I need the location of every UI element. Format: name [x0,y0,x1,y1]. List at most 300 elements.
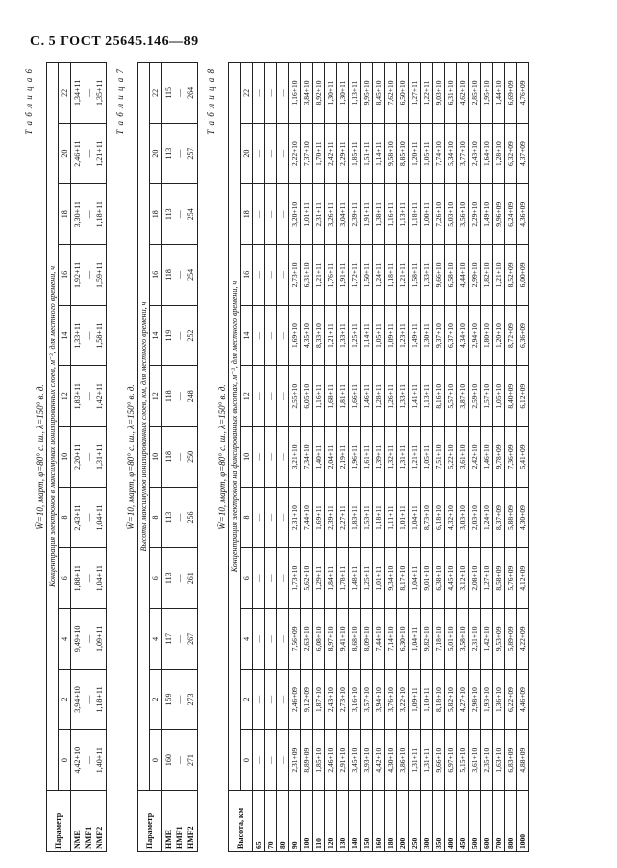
value-cell: — [253,730,265,791]
value: — [84,452,93,461]
value-cell: 1,24+10 [481,487,493,548]
value: 3,30+11 [73,201,82,228]
value-cell: 9,82+10 [421,609,433,670]
value-cell: 5,34+10 [445,123,457,184]
value-cell: 3,58+10 [457,609,469,670]
value-cell: — [265,487,277,548]
value-cell: 6,97+10 [445,730,457,791]
value-cell: 1,25+11 [361,548,373,609]
value-cell: — [277,63,289,124]
value-cell: 1,91+11 [337,245,349,306]
value-cell [71,63,107,124]
table8 [228,62,529,852]
value-cell: 2,08+10 [469,548,481,609]
value-cell: 4,88+09 [517,730,529,791]
value-cell [71,427,107,488]
value-cell: — [265,123,277,184]
value-cell: 2,46+09 [289,669,301,730]
value: — [84,270,93,279]
value-cell: 2,63+10 [301,609,313,670]
value-cell: 1,91+11 [361,184,373,245]
value-cell: 1,04+11 [409,487,421,548]
param-name: HMF1 [175,826,184,849]
table-row [361,63,373,852]
table8-label: Т а б л и ц а 8 [206,68,216,135]
value-cell: 1,41+11 [409,366,421,427]
hour-header: 20 [241,123,253,184]
table-row [385,63,397,852]
altitude-cell: 1000 [517,791,529,852]
value: 113 [164,511,173,524]
value-cell: 3,04+11 [337,184,349,245]
hour-header: 2 [59,669,71,730]
value-cell: 7,44+10 [301,487,313,548]
value-cell: 1,00+11 [421,184,433,245]
value-cell [162,245,198,306]
value-cell: 2,46+10 [325,730,337,791]
value-cell: 1,96+11 [349,427,361,488]
hour-header: 12 [241,366,253,427]
value-cell: 7,62+10 [385,63,397,124]
value-cell [71,548,107,609]
value-cell: 1,16+11 [313,366,325,427]
hour-header: 6 [59,548,71,609]
value-cell: 1,27+10 [481,548,493,609]
altitude-cell: 65 [253,791,265,852]
value-cell: 1,70+11 [313,123,325,184]
value-cell [71,669,107,730]
value: — [175,270,184,279]
value-cell: — [253,184,265,245]
value-cell: 7,14+10 [385,609,397,670]
table-row [265,63,277,852]
value: 118 [164,269,173,281]
param-name: HMF2 [186,826,195,849]
value-cell: 1,87+10 [313,669,325,730]
value-cell: — [277,366,289,427]
value-cell: 6,83+09 [505,730,517,791]
value: — [84,88,93,97]
value-cell: 4,22+09 [517,609,529,670]
value-cell: — [253,366,265,427]
value: 273 [186,693,195,706]
value-cell: 1,58+11 [409,245,421,306]
table-row [277,63,289,852]
table6 [46,62,107,852]
hour-header: 10 [150,427,162,488]
value-cell: 1,26+11 [385,366,397,427]
value-cell: 2,43+10 [469,123,481,184]
value-cell: 1,30+11 [325,63,337,124]
value: — [84,634,93,643]
value-cell: 9,78+09 [493,427,505,488]
value-cell: 1,05+11 [373,305,385,366]
value: 1,04+11 [95,504,104,531]
value-cell: — [265,669,277,730]
value-cell: 1,04+11 [409,609,421,670]
hour-header: 10 [241,427,253,488]
value-cell: — [253,427,265,488]
table-row [409,63,421,852]
hour-header: 4 [59,609,71,670]
altitude-cell: 700 [493,791,505,852]
value-cell [71,487,107,548]
value-cell: 9,58+10 [385,123,397,184]
param-header: Высота, км [229,791,253,852]
value-cell: 1,39+11 [373,427,385,488]
value-cell: — [265,245,277,306]
value-cell [71,609,107,670]
hour-header: 22 [241,63,253,124]
value: 264 [186,86,195,99]
value-cell: 4,44+10 [457,245,469,306]
value: 252 [186,329,195,342]
value-cell: — [253,305,265,366]
value-cell: 1,85+10 [313,730,325,791]
value-cell: 1,14+11 [361,305,373,366]
value-cell: 6,31+10 [445,63,457,124]
value-cell: 4,45+10 [445,548,457,609]
value-cell [162,123,198,184]
value-cell: 8,17+10 [397,548,409,609]
table-row [397,63,409,852]
value-cell: — [265,427,277,488]
value-cell: 9,41+10 [337,609,349,670]
table6-label: Т а б л и ц а 6 [24,68,34,135]
value-cell: 8,45+10 [373,63,385,124]
value-cell: 1,13+11 [421,366,433,427]
hour-header: 14 [150,305,162,366]
value: 271 [186,754,195,767]
value-cell: 8,18+10 [433,669,445,730]
value-cell: 6,50+10 [397,63,409,124]
value-cell: 3,16+10 [349,669,361,730]
value-cell: 1,01+11 [301,184,313,245]
hour-header: 8 [150,487,162,548]
value-cell: 5,15+10 [457,730,469,791]
value-cell: 1,31+11 [397,427,409,488]
value-cell: 3,20+10 [289,184,301,245]
hour-header: 10 [59,427,71,488]
value: — [175,331,184,340]
value-cell: 1,82+10 [481,245,493,306]
value: — [84,513,93,522]
altitude-cell: 70 [265,791,277,852]
value: 248 [186,390,195,403]
value-cell: 1,30+11 [337,63,349,124]
value-cell: 1,18+11 [373,487,385,548]
value: 250 [186,450,195,463]
altitude-cell: 130 [337,791,349,852]
value-cell: 1,14+11 [373,123,385,184]
value: 119 [164,329,173,342]
value-cell: — [265,609,277,670]
hour-header: 18 [150,184,162,245]
value: — [175,574,184,583]
altitude-cell: 120 [325,791,337,852]
value-cell [71,366,107,427]
value-cell: 6,22+09 [505,669,517,730]
value-cell: 6,31+10 [301,245,313,306]
value-cell [162,427,198,488]
value: — [84,695,93,704]
value-cell: 6,05+10 [301,366,313,427]
value-cell: 8,09+10 [361,609,373,670]
value: 257 [186,147,195,160]
value: — [84,574,93,583]
value-cell: 4,27+10 [457,669,469,730]
value-cell: 2,42+10 [469,427,481,488]
table-row [289,63,301,852]
span-header: Концентрация электронов в максимумах ионизированных слоев, м⁻³, для местного времени, ч [47,63,59,791]
value: 3,94+10 [73,686,82,713]
value: — [84,392,93,401]
value: — [84,331,93,340]
value-cell [162,184,198,245]
hour-header: 4 [150,609,162,670]
value: — [84,149,93,158]
value: 1,34+11 [73,79,82,106]
value-cell: 1,11+11 [385,487,397,548]
value: 159 [164,693,173,706]
altitude-cell: 160 [373,791,385,852]
altitude-cell: 800 [505,791,517,852]
value: 115 [164,87,173,99]
value-cell: 1,27+11 [409,63,421,124]
header-row [138,63,150,852]
value-cell: 7,51+10 [433,427,445,488]
value-cell: — [277,548,289,609]
hour-header: 2 [150,669,162,730]
value: — [175,149,184,158]
value-cell: 1,18+11 [385,245,397,306]
param-header: Параметр [138,791,162,852]
value-cell: 4,32+10 [445,487,457,548]
value-cell: 2,42+11 [325,123,337,184]
rotated-content [22,62,529,852]
param-header: Параметр [47,791,71,852]
value-cell: 2,31+09 [289,730,301,791]
value-cell: 3,56+10 [457,184,469,245]
table7-conditions: W̄=10, март, φ=80° с. ш., λ=150° в. д. [126,384,136,530]
value-cell: 1,13+11 [397,184,409,245]
table-row [325,63,337,852]
hours-row [241,63,253,852]
hour-header: 18 [59,184,71,245]
span-header: Концентрация электронов на фиксированных высотах, м⁻³, для местного времени, ч [229,63,241,791]
table6-conditions: W̄=10, март, φ=80° с. ш., λ=150° в. д. [35,384,45,530]
value-cell: 1,30+11 [421,305,433,366]
value-cell: 6,30+10 [397,609,409,670]
value-cell: 1,93+10 [481,669,493,730]
value-cell: 3,12+10 [457,548,469,609]
value-cell: 6,12+09 [517,366,529,427]
value-cell: 1,84+11 [325,548,337,609]
value-cell: 3,61+10 [469,730,481,791]
hour-header: 6 [150,548,162,609]
value-cell [71,730,107,791]
hour-header: 20 [150,123,162,184]
value-cell: 1,83+11 [349,487,361,548]
value-cell: 2,85+10 [469,63,481,124]
value: — [175,210,184,219]
hour-header: 0 [241,730,253,791]
value-cell: 1,04+11 [409,548,421,609]
value: — [84,756,93,765]
value-cell: 2,73+10 [289,245,301,306]
value-cell: 7,26+10 [433,184,445,245]
value-cell: 3,21+10 [289,427,301,488]
table-row [517,63,529,852]
table-row [253,63,265,852]
altitude-cell: 80 [277,791,289,852]
hour-header: 18 [241,184,253,245]
table-row [469,63,481,852]
value-cell: — [277,609,289,670]
value-cell: 1,85+11 [349,123,361,184]
value-cell: 1,01+11 [397,487,409,548]
value-cell: 8,89+09 [301,730,313,791]
value-cell: 1,21+11 [325,305,337,366]
value-cell: 5,22+10 [445,427,457,488]
value-cell: 9,37+10 [433,305,445,366]
value-cell: 2,31+10 [289,487,301,548]
value-cell: 5,41+09 [517,427,529,488]
value-cell: 8,85+10 [397,123,409,184]
table-row [457,63,469,852]
value-cell: 2,43+10 [325,669,337,730]
hour-header: 22 [59,63,71,124]
altitude-cell: 250 [409,791,421,852]
value-cell: 1,33+11 [397,366,409,427]
value: 254 [186,208,195,221]
value-cell: 2,39+11 [349,184,361,245]
value-cell [162,487,198,548]
value-cell: 1,05+10 [493,366,505,427]
value-cell: 2,31+10 [469,609,481,670]
value-cell: 1,72+11 [349,245,361,306]
value: — [175,634,184,643]
value-cell: 2,19+11 [337,427,349,488]
rotated-page [22,62,590,852]
value-cell [162,669,198,730]
value: 113 [164,572,173,585]
value-cell: — [253,245,265,306]
value: 160 [164,754,173,767]
value-cell: 6,00+09 [517,245,529,306]
value-cell: 5,82+10 [445,669,457,730]
value-cell: 8,73+10 [421,487,433,548]
value-cell: 1,46+11 [361,366,373,427]
value-cell: 1,81+11 [337,366,349,427]
value-cell: 1,21+11 [409,427,421,488]
altitude-cell: 350 [433,791,445,852]
data-row [162,63,198,852]
value-cell: 1,31+11 [409,730,421,791]
value-cell: 9,03+10 [433,63,445,124]
header-row [47,63,59,852]
value-cell: 2,31+11 [313,184,325,245]
value-cell: — [277,184,289,245]
value-cell: — [277,123,289,184]
value-cell: 3,45+10 [349,730,361,791]
value-cell: 9,12+09 [301,669,313,730]
value-cell: 6,58+10 [445,245,457,306]
altitude-cell: 450 [457,791,469,852]
value-cell: 9,96+09 [493,184,505,245]
value-cell: — [277,427,289,488]
value: — [175,695,184,704]
table-row [373,63,385,852]
value-cell: 1,16+11 [385,184,397,245]
value-cell: 1,80+10 [481,305,493,366]
value-cell: 1,44+10 [493,63,505,124]
value-cell: 1,28+10 [493,123,505,184]
table-row [445,63,457,852]
value-cell: 4,36+09 [517,184,529,245]
value-cell: 1,13+11 [349,63,361,124]
param-name: NME [73,830,82,849]
value-cell: 2,35+10 [481,730,493,791]
altitude-cell: 180 [385,791,397,852]
value-cell: 4,62+10 [457,63,469,124]
value-cell: 8,37+09 [493,487,505,548]
value-cell: 1,09+11 [385,305,397,366]
hour-header: 8 [59,487,71,548]
value-cell: 9,34+10 [385,548,397,609]
hour-header: 4 [241,609,253,670]
hour-header: 8 [241,487,253,548]
table-row [337,63,349,852]
value-cell: 3,22+10 [397,669,409,730]
value-cell: 1,16+10 [289,63,301,124]
hour-header: 12 [59,366,71,427]
value-cell: 1,09+11 [409,669,421,730]
value-cell [162,609,198,670]
value-cell: 6,38+10 [433,548,445,609]
param-cell [71,791,107,852]
value-cell [162,63,198,124]
value-cell: 2,99+10 [469,245,481,306]
value-cell: 4,42+10 [373,730,385,791]
value: 1,04+11 [95,565,104,592]
hours-row [150,63,162,852]
value-cell: 9,01+10 [421,548,433,609]
value: 113 [164,147,173,160]
value: 2,43+11 [73,504,82,531]
value-cell: 3,57+10 [361,669,373,730]
value-cell: 3,93+10 [361,730,373,791]
altitude-cell: 150 [361,791,373,852]
altitude-cell: 600 [481,791,493,852]
value-cell: — [265,184,277,245]
altitude-cell: 400 [445,791,457,852]
value-cell: 6,08+10 [313,609,325,670]
value-cell: — [253,609,265,670]
value-cell: 1,48+11 [349,548,361,609]
value: — [175,756,184,765]
value: 9,49+10 [73,625,82,653]
value: 117 [164,633,173,645]
param-name: HME [164,829,173,849]
value-cell: 1,38+11 [373,184,385,245]
value-cell: 8,58+09 [493,548,505,609]
value-cell: 1,42+10 [481,609,493,670]
value-cell: 4,46+09 [517,669,529,730]
value-cell: 1,50+11 [361,245,373,306]
value-cell: — [265,305,277,366]
value-cell: 2,94+10 [469,305,481,366]
